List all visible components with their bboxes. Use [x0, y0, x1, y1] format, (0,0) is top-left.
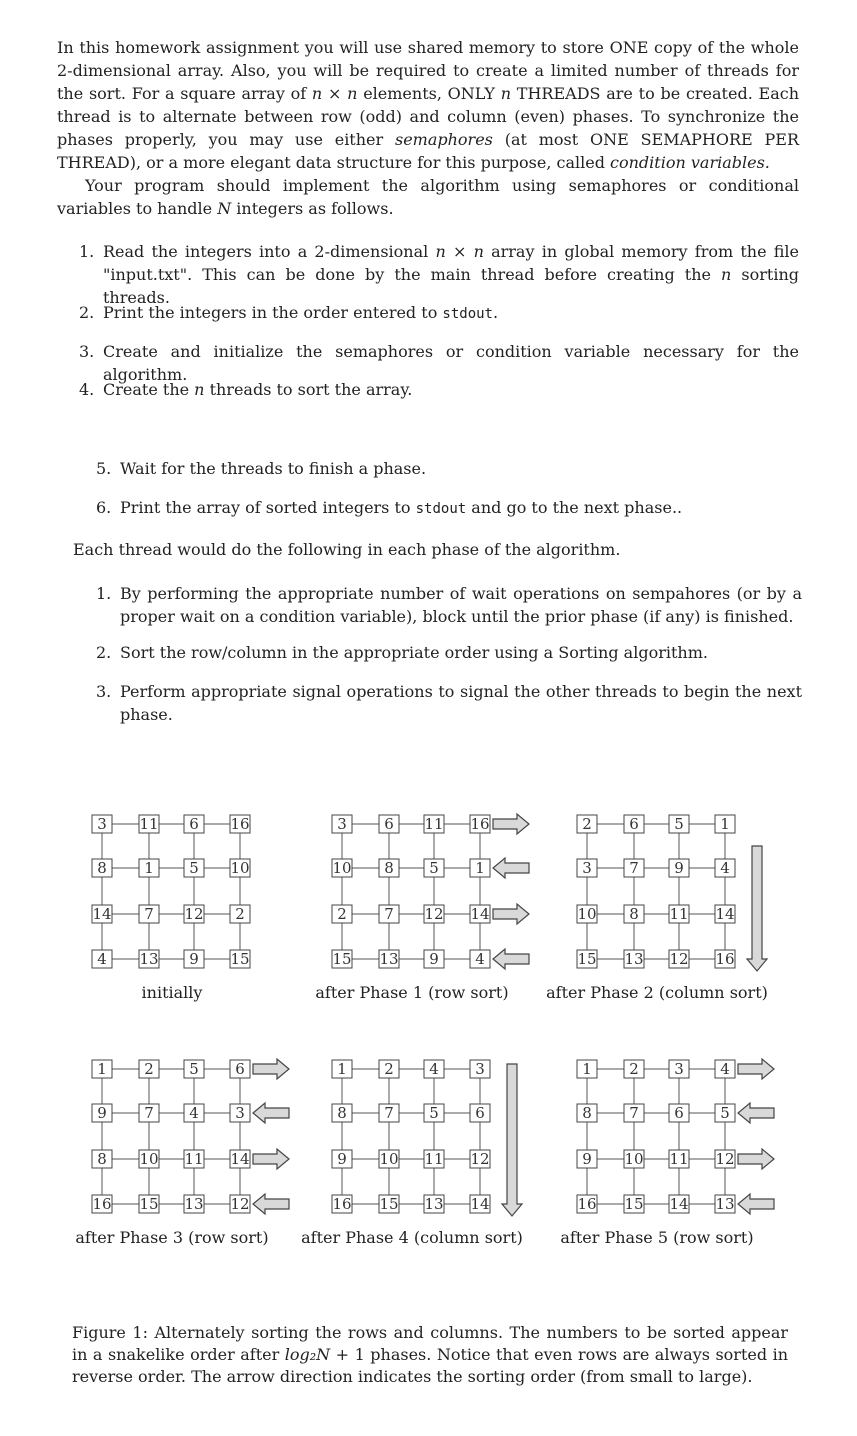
grid-cell: [424, 1104, 444, 1122]
grid-cell: [230, 950, 250, 968]
cell-value: 11: [184, 1150, 204, 1168]
figure-caption: [72, 1322, 788, 1388]
grid-cell: [184, 1150, 204, 1168]
cell-value: 6: [629, 815, 639, 833]
grid-cell: [577, 1060, 597, 1078]
list-number: 3.: [96, 682, 112, 701]
cell-value: 9: [97, 1104, 107, 1122]
list-number: 5.: [96, 459, 112, 478]
grid-cell: [184, 950, 204, 968]
cell-value: 1: [144, 859, 154, 877]
grid-cell: [669, 815, 689, 833]
sorting-figure: [75, 808, 800, 1258]
cell-value: 5: [674, 815, 684, 833]
text-run: (at most ONE SEMAPHORE PER THREAD), or a more elegant data structure for this purpose, called: [57, 130, 800, 172]
cell-value: 7: [144, 1104, 154, 1122]
grid-cell: [379, 1060, 399, 1078]
text-run: threads to sort the array.: [204, 380, 413, 399]
right-arrow-icon: [493, 814, 529, 834]
left-arrow-icon: [493, 949, 529, 969]
text-run: Print the array of sorted integers to: [120, 498, 416, 517]
math-term: n: [721, 265, 732, 284]
left-arrow-icon: [738, 1103, 774, 1123]
grid-cell: [139, 815, 159, 833]
cell-value: 12: [470, 1150, 490, 1168]
cell-value: 14: [92, 905, 112, 923]
cell-value: 4: [475, 950, 485, 968]
list-number: 4.: [79, 380, 95, 399]
cell-value: 2: [629, 1060, 639, 1078]
cell-value: 16: [470, 815, 490, 833]
grid-cell: [470, 859, 490, 877]
list-text: [120, 680, 802, 726]
grid-cell: [92, 1150, 112, 1168]
cell-value: 11: [424, 1150, 444, 1168]
cell-value: 14: [230, 1150, 250, 1168]
cell-value: 10: [332, 859, 352, 877]
list-text: [103, 301, 799, 326]
phase-caption: after Phase 1 (row sort): [315, 983, 509, 1002]
cell-value: 9: [189, 950, 199, 968]
grid-cell: [424, 1195, 444, 1213]
cell-value: 14: [470, 905, 490, 923]
list-number: 2.: [79, 303, 95, 322]
cell-value: 3: [337, 815, 347, 833]
cell-value: 4: [720, 859, 730, 877]
code-term: stdout: [415, 501, 467, 517]
cell-value: 10: [624, 1150, 644, 1168]
text-run: In this homework assignment you will use shared memory to store ONE copy of the whole 2-dimensional array. Also, you will be required to create a limited number of threads for the sort. For a square array of: [57, 38, 799, 103]
grid-cell: [139, 905, 159, 923]
grid-cell: [139, 950, 159, 968]
grid-cell: [424, 1060, 444, 1078]
grid-cell: [470, 1060, 490, 1078]
text-run: array in global memory from the file "input.txt". This can be done by the main thread before creating the: [103, 242, 800, 284]
cell-value: 8: [97, 1150, 107, 1168]
grid-cell: [184, 859, 204, 877]
cell-value: 5: [189, 1060, 199, 1078]
grid-cell: [470, 905, 490, 923]
grid-cell: [424, 859, 444, 877]
grid-cell: [669, 1060, 689, 1078]
cell-value: 8: [384, 859, 394, 877]
grid-cell: [669, 1150, 689, 1168]
grid-cell: [624, 1104, 644, 1122]
text-run: elements, ONLY: [357, 84, 501, 103]
grid-cell: [577, 815, 597, 833]
cell-value: 9: [337, 1150, 347, 1168]
cell-value: 1: [337, 1060, 347, 1078]
grid-cell: [332, 950, 352, 968]
text-run: Create the: [103, 380, 195, 399]
cell-value: 14: [669, 1195, 689, 1213]
phase-caption: after Phase 5 (row sort): [560, 1228, 754, 1247]
grid-cell: [715, 905, 735, 923]
math-term: n: [500, 84, 512, 103]
grid-cell: [379, 905, 399, 923]
grid-cell: [470, 1150, 490, 1168]
text-run: THREADS are to be created. Each thread is to alternate between row (odd) and column (even) phases. To synchronize the phases properly, you may use either: [57, 84, 800, 149]
intro-section: [57, 36, 799, 220]
cell-value: 8: [337, 1104, 347, 1122]
grid-cell: [139, 1150, 159, 1168]
cell-value: 7: [629, 1104, 639, 1122]
cell-value: 6: [235, 1060, 245, 1078]
list-text: [103, 240, 799, 309]
text-run: Figure 1: Alternately sorting the rows and columns. The numbers to be sorted appear in a snakelike order after: [72, 1323, 788, 1364]
cell-value: 16: [230, 815, 250, 833]
cell-value: 15: [230, 950, 250, 968]
text-run: Your program should implement the algorithm using semaphores or conditional variables to handle: [57, 176, 799, 218]
cell-value: 15: [379, 1195, 399, 1213]
cell-value: 7: [144, 905, 154, 923]
grid-cell: [577, 1104, 597, 1122]
cell-value: 3: [582, 859, 592, 877]
grid-cell: [715, 859, 735, 877]
cell-value: 6: [674, 1104, 684, 1122]
code-term: stdout: [442, 306, 493, 322]
right-arrow-icon: [738, 1149, 774, 1169]
cell-value: 10: [230, 859, 250, 877]
left-arrow-icon: [738, 1194, 774, 1214]
cell-value: 1: [475, 859, 485, 877]
cell-value: 10: [577, 905, 597, 923]
intro-paragraph-1: [57, 36, 799, 174]
grid-cell: [332, 1150, 352, 1168]
text-run: sorting threads.: [103, 265, 799, 307]
left-arrow-icon: [493, 858, 529, 878]
text-run: Print the integers in the order entered to: [103, 303, 443, 322]
grid-cell: [332, 1195, 352, 1213]
cell-value: 6: [384, 815, 394, 833]
grid-cell: [624, 815, 644, 833]
list-number: 1.: [96, 584, 112, 603]
grid-cell: [470, 815, 490, 833]
grid-cell: [379, 1150, 399, 1168]
grid-cell: [92, 1195, 112, 1213]
cell-value: 10: [139, 1150, 159, 1168]
math-term: n × n: [311, 84, 358, 103]
left-arrow-icon: [253, 1103, 289, 1123]
cell-value: 8: [582, 1104, 592, 1122]
grid-cell: [379, 815, 399, 833]
phase-grid-5: [320, 1053, 520, 1218]
grid-cell: [139, 1195, 159, 1213]
grid-cell: [577, 859, 597, 877]
grid-cell: [230, 905, 250, 923]
cell-value: 15: [577, 950, 597, 968]
cell-value: 10: [379, 1150, 399, 1168]
list-number: 6.: [96, 498, 112, 517]
cell-value: 12: [669, 950, 689, 968]
grid-cell: [624, 1195, 644, 1213]
down-arrow-icon: [502, 1064, 522, 1216]
cell-value: 13: [624, 950, 644, 968]
list-text: [120, 496, 796, 521]
cell-value: 5: [189, 859, 199, 877]
cell-value: 3: [97, 815, 107, 833]
grid-cell: [424, 815, 444, 833]
cell-value: 2: [582, 815, 592, 833]
cell-value: 6: [189, 815, 199, 833]
list-text: [120, 457, 796, 480]
cell-value: 11: [669, 1150, 689, 1168]
phase-caption: after Phase 3 (row sort): [75, 1228, 269, 1247]
cell-value: 13: [379, 950, 399, 968]
text-run: + 1 phases. Notice that even rows are always sorted in reverse order. The arrow direction indicates the sorting order (from small to large).: [72, 1345, 789, 1386]
grid-cell: [669, 905, 689, 923]
grid-cell: [470, 1195, 490, 1213]
grid-cell: [230, 1150, 250, 1168]
cell-value: 15: [332, 950, 352, 968]
text-run: integers as follows.: [231, 199, 394, 218]
math-term: n: [194, 380, 205, 399]
cell-value: 5: [429, 859, 439, 877]
cell-value: 11: [669, 905, 689, 923]
cell-value: 7: [629, 859, 639, 877]
grid-cell: [379, 859, 399, 877]
phase-grid-3: [565, 808, 765, 973]
math-term: semaphores: [394, 130, 493, 149]
list-text: [120, 582, 802, 628]
grid-cell: [577, 905, 597, 923]
grid-cell: [715, 1104, 735, 1122]
text-run: By performing the appropriate number of wait operations on sempahores (or by a proper wait on a condition variable), block until the prior phase (if any) is finished.: [120, 584, 802, 626]
cell-value: 9: [429, 950, 439, 968]
cell-value: 13: [184, 1195, 204, 1213]
grid-cell: [424, 905, 444, 923]
cell-value: 9: [674, 859, 684, 877]
right-arrow-icon: [738, 1059, 774, 1079]
text-run: Perform appropriate signal operations to signal the other threads to begin the next phase.: [120, 682, 802, 724]
grid-cell: [92, 950, 112, 968]
grid-cell: [715, 1195, 735, 1213]
cell-value: 2: [337, 905, 347, 923]
cell-value: 11: [139, 815, 159, 833]
intro-paragraph-2: [57, 174, 799, 220]
text-run: Sort the row/column in the appropriate order using a Sorting algorithm.: [120, 643, 708, 662]
grid-cell: [669, 1195, 689, 1213]
phase-caption: after Phase 4 (column sort): [301, 1228, 523, 1247]
cell-value: 16: [715, 950, 735, 968]
cell-value: 15: [624, 1195, 644, 1213]
cell-value: 3: [475, 1060, 485, 1078]
list-number: 3.: [79, 342, 95, 361]
grid-cell: [624, 905, 644, 923]
text-run: Read the integers into a 2-dimensional: [103, 242, 436, 261]
grid-cell: [379, 950, 399, 968]
grid-cell: [624, 859, 644, 877]
grid-cell: [92, 815, 112, 833]
cell-value: 8: [629, 905, 639, 923]
grid-cell: [577, 1150, 597, 1168]
cell-value: 4: [189, 1104, 199, 1122]
grid-cell: [184, 905, 204, 923]
cell-value: 2: [384, 1060, 394, 1078]
cell-value: 5: [429, 1104, 439, 1122]
math-term: n × n: [435, 242, 484, 261]
grid-cell: [92, 905, 112, 923]
cell-value: 12: [230, 1195, 250, 1213]
left-arrow-icon: [253, 1194, 289, 1214]
grid-cell: [184, 1195, 204, 1213]
grid-cell: [230, 1195, 250, 1213]
grid-cell: [577, 950, 597, 968]
grid-cell: [715, 1150, 735, 1168]
grid-cell: [669, 1104, 689, 1122]
phase-caption: initially: [141, 983, 203, 1002]
grid-cell: [184, 1104, 204, 1122]
grid-cell: [332, 905, 352, 923]
grid-cell: [424, 1150, 444, 1168]
cell-value: 15: [139, 1195, 159, 1213]
thread-intro: Each thread would do the following in each phase of the algorithm.: [73, 540, 621, 559]
right-arrow-icon: [253, 1059, 289, 1079]
grid-cell: [230, 1104, 250, 1122]
grid-cell: [139, 1060, 159, 1078]
cell-value: 9: [582, 1150, 592, 1168]
grid-cell: [669, 859, 689, 877]
down-arrow-icon: [747, 846, 767, 971]
text-run: Wait for the threads to finish a phase.: [120, 459, 427, 478]
cell-value: 16: [92, 1195, 112, 1213]
cell-value: 1: [97, 1060, 107, 1078]
cell-value: 2: [235, 905, 245, 923]
list-number: 2.: [96, 643, 112, 662]
grid-cell: [624, 1060, 644, 1078]
math-term: condition variables.: [610, 153, 770, 172]
math-term: log₂N: [284, 1345, 331, 1364]
cell-value: 1: [720, 815, 730, 833]
grid-cell: [470, 1104, 490, 1122]
cell-value: 4: [720, 1060, 730, 1078]
phase-grid-2: [320, 808, 520, 973]
grid-cell: [230, 859, 250, 877]
grid-cell: [715, 815, 735, 833]
cell-value: 7: [384, 1104, 394, 1122]
grid-cell: [424, 950, 444, 968]
cell-value: 12: [184, 905, 204, 923]
phase-grid-6: [565, 1053, 765, 1218]
right-arrow-icon: [493, 904, 529, 924]
grid-cell: [669, 950, 689, 968]
text-run: and go to the next phase..: [466, 498, 683, 517]
text-run: .: [492, 303, 499, 322]
grid-cell: [379, 1195, 399, 1213]
grid-cell: [92, 859, 112, 877]
cell-value: 11: [424, 815, 444, 833]
grid-cell: [230, 1060, 250, 1078]
cell-value: 12: [715, 1150, 735, 1168]
cell-value: 5: [720, 1104, 730, 1122]
list-number: 1.: [79, 242, 95, 261]
cell-value: 13: [424, 1195, 444, 1213]
phase-grid-4: [80, 1053, 280, 1218]
cell-value: 6: [475, 1104, 485, 1122]
grid-cell: [332, 1104, 352, 1122]
cell-value: 2: [144, 1060, 154, 1078]
cell-value: 3: [674, 1060, 684, 1078]
cell-value: 13: [715, 1195, 735, 1213]
grid-cell: [715, 1060, 735, 1078]
cell-value: 3: [235, 1104, 245, 1122]
cell-value: 8: [97, 859, 107, 877]
grid-cell: [715, 950, 735, 968]
phase-caption: after Phase 2 (column sort): [546, 983, 768, 1002]
text-run: Create and initialize the semaphores or condition variable necessary for the algorithm.: [103, 342, 799, 384]
right-arrow-icon: [253, 1149, 289, 1169]
cell-value: 13: [139, 950, 159, 968]
cell-value: 14: [470, 1195, 490, 1213]
list-text: [103, 378, 799, 401]
grid-cell: [624, 1150, 644, 1168]
cell-value: 16: [577, 1195, 597, 1213]
cell-value: 4: [97, 950, 107, 968]
grid-cell: [379, 1104, 399, 1122]
grid-cell: [332, 815, 352, 833]
grid-cell: [470, 950, 490, 968]
list-text: [120, 641, 802, 664]
cell-value: 7: [384, 905, 394, 923]
grid-cell: [332, 859, 352, 877]
cell-value: 16: [332, 1195, 352, 1213]
cell-value: 14: [715, 905, 735, 923]
cell-value: 12: [424, 905, 444, 923]
cell-value: 1: [582, 1060, 592, 1078]
grid-cell: [92, 1104, 112, 1122]
grid-cell: [92, 1060, 112, 1078]
grid-cell: [332, 1060, 352, 1078]
math-term: N: [217, 199, 232, 218]
grid-cell: [139, 859, 159, 877]
grid-cell: [139, 1104, 159, 1122]
grid-cell: [184, 815, 204, 833]
grid-cell: [577, 1195, 597, 1213]
grid-cell: [624, 950, 644, 968]
cell-value: 4: [429, 1060, 439, 1078]
phase-grid-1: [80, 808, 280, 973]
grid-cell: [184, 1060, 204, 1078]
grid-cell: [230, 815, 250, 833]
